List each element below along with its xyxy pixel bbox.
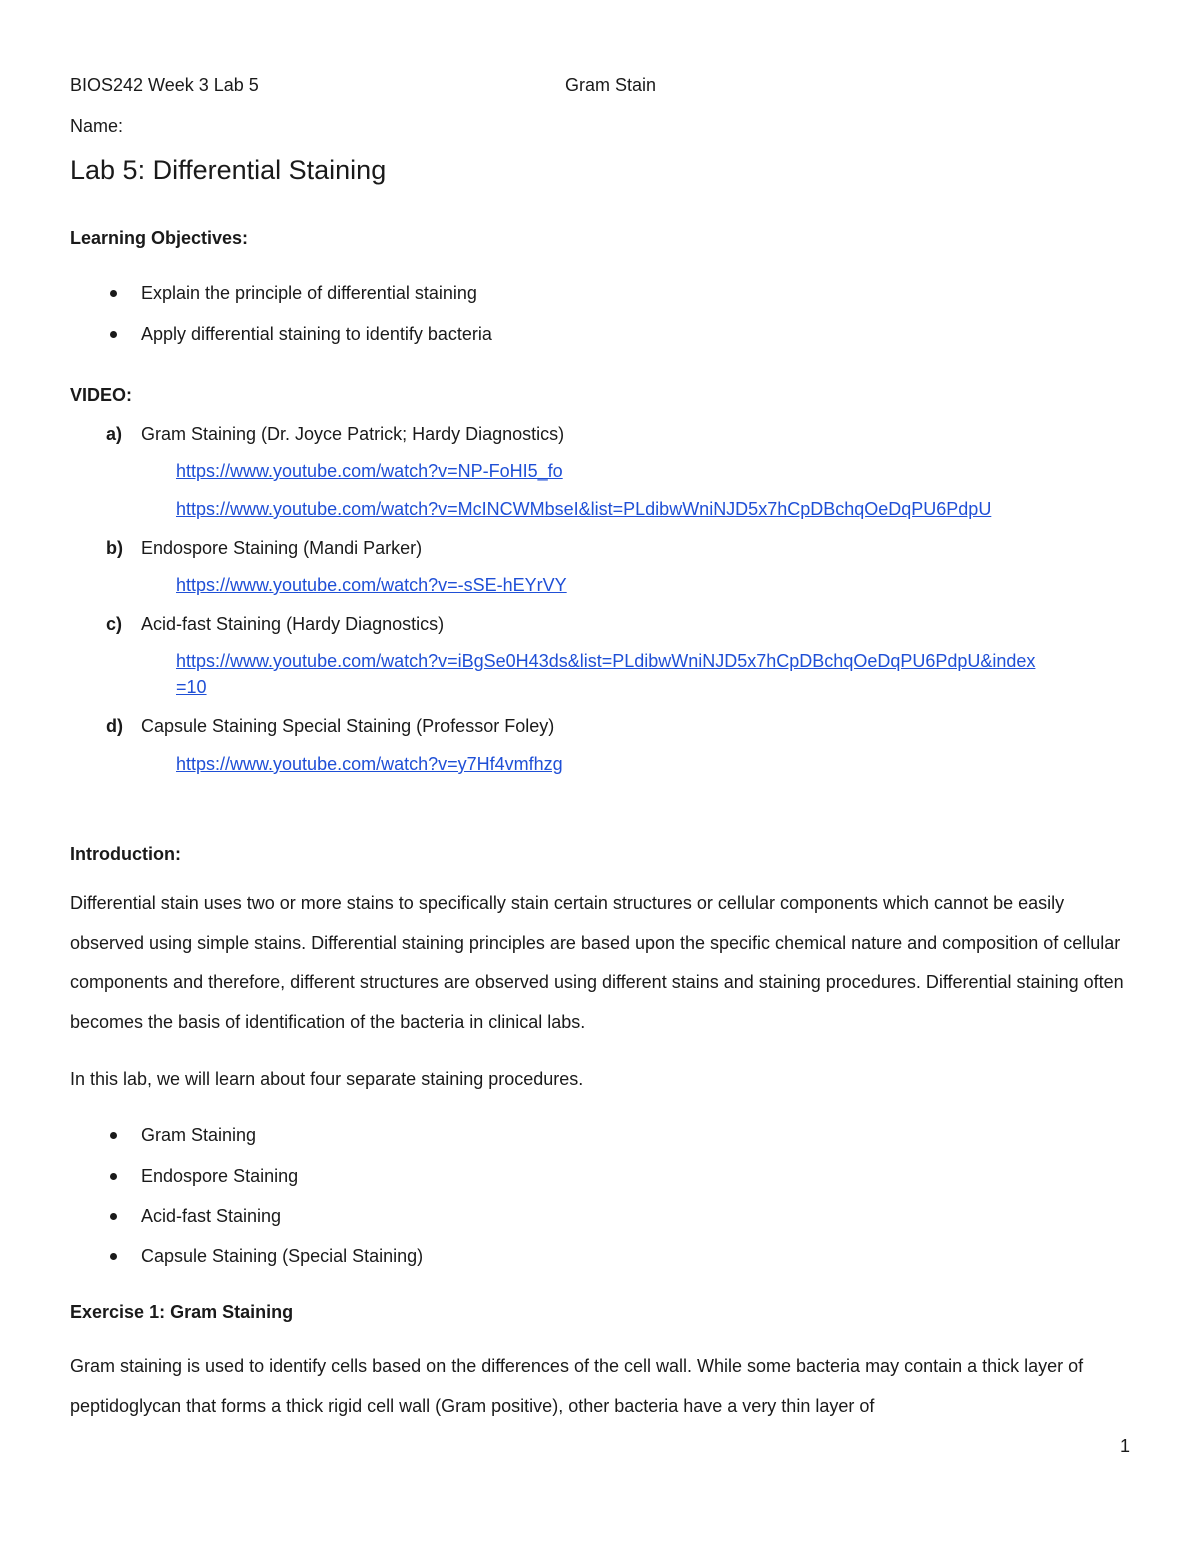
header-course: BIOS242 Week 3 Lab 5 (70, 75, 259, 95)
bullet-icon (110, 1132, 117, 1139)
video-link[interactable]: https://www.youtube.com/watch?v=-sSE-hEYrVY (176, 575, 567, 595)
video-link[interactable]: https://www.youtube.com/watch?v=McINCWMbseI&list=PLdibwWniNJD5x7hCpDBchqOeDqPU6PdpU (176, 499, 992, 519)
video-label: Gram Staining (Dr. Joyce Patrick; Hardy Diagnostics) (141, 424, 565, 444)
objectives-heading: Learning Objectives: (70, 228, 249, 248)
video-link[interactable]: https://www.youtube.com/watch?v=iBgSe0H43ds&list=PLdibwWniNJD5x7hCpDBchqOeDqPU6PdpU&index (176, 651, 1036, 671)
procedure-item: Gram Staining (141, 1125, 257, 1145)
procedure-item: Acid-fast Staining (141, 1206, 282, 1226)
introduction-heading: Introduction: (70, 844, 181, 864)
video-link-continued[interactable]: =10 (176, 677, 207, 697)
video-heading: VIDEO: (70, 385, 133, 405)
list-marker: a) (106, 424, 123, 444)
objective-item: Explain the principle of differential staining (141, 283, 477, 303)
video-link[interactable]: https://www.youtube.com/watch?v=y7Hf4vmfhzg (176, 754, 563, 774)
objective-item: Apply differential staining to identify bacteria (141, 324, 492, 344)
page-title: Lab 5: Differential Staining (70, 155, 387, 185)
bullet-icon (110, 1173, 117, 1180)
list-marker: c) (106, 614, 123, 634)
page-number: 1 (1120, 1436, 1131, 1456)
introduction-lead: In this lab, we will learn about four separate staining procedures. (70, 1069, 584, 1089)
video-label: Endospore Staining (Mandi Parker) (141, 538, 423, 558)
video-label: Acid-fast Staining (Hardy Diagnostics) (141, 614, 445, 634)
bullet-icon (110, 1253, 117, 1260)
introduction-paragraph: Differential stain uses two or more stains to specifically stain certain structures or cellular components which cannot be easily observed using simple stains. Differential staining principles are based upon the specific chemical nature and composition of cellular components and therefore, different structures are observed using different stains and staining procedures. Differential staining often becomes the basis of identification of the bacteria in clinical labs. (70, 893, 1124, 1033)
list-marker: d) (106, 716, 123, 736)
bullet-icon (110, 290, 117, 297)
procedure-item: Endospore Staining (141, 1166, 299, 1186)
bullet-icon (110, 331, 117, 338)
header-topic: Gram Stain (565, 75, 657, 95)
bullet-icon (110, 1213, 117, 1220)
exercise-paragraph: Gram staining is used to identify cells based on the differences of the cell wall. While some bacteria may contain a thick layer of peptidoglycan that forms a thick rigid cell wall (Gram positive), other bacteria have a very thin layer of (70, 1356, 1084, 1416)
video-label: Capsule Staining Special Staining (Professor Foley) (141, 716, 555, 736)
name-label: Name: (70, 116, 124, 136)
video-link[interactable]: https://www.youtube.com/watch?v=NP-FoHI5_fo (176, 461, 563, 481)
procedure-item: Capsule Staining (Special Staining) (141, 1246, 424, 1266)
exercise-heading: Exercise 1: Gram Staining (70, 1302, 294, 1322)
list-marker: b) (106, 538, 123, 558)
